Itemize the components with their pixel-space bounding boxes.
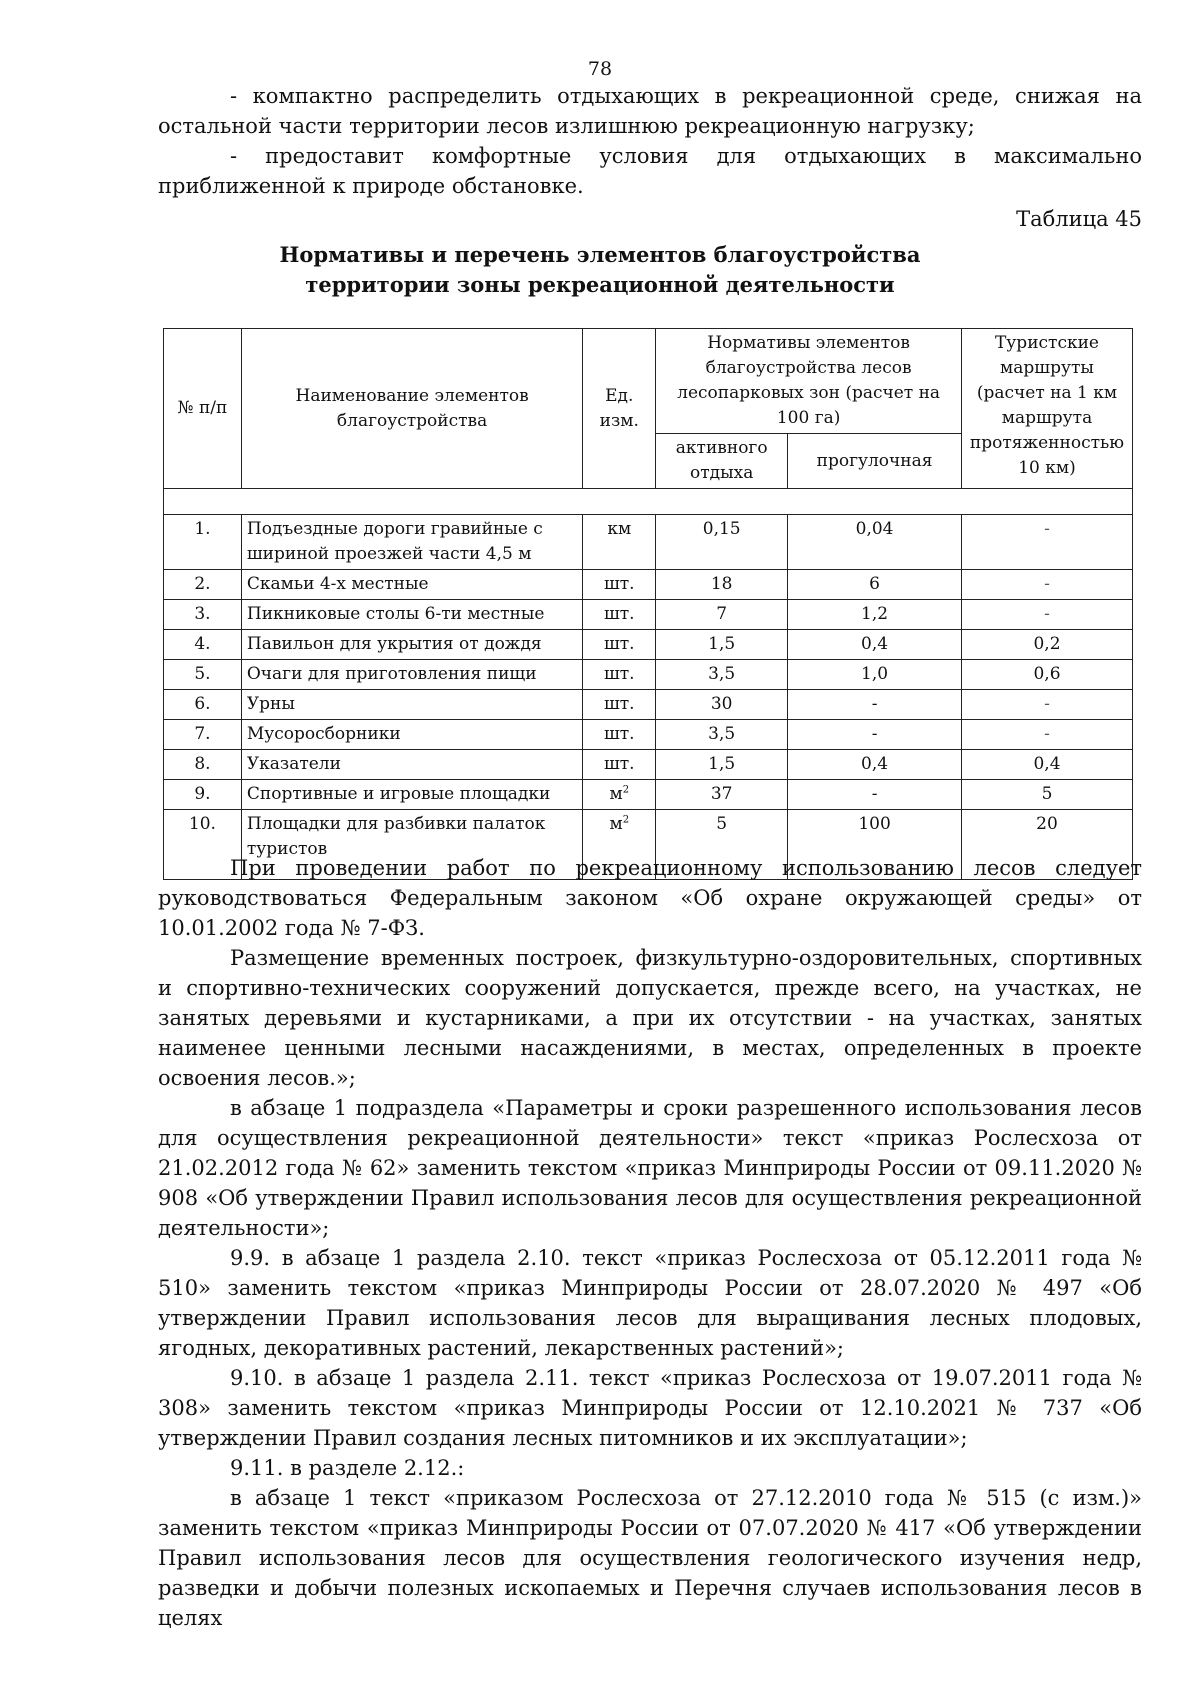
row-active — [656, 750, 788, 780]
row-walk — [788, 570, 962, 600]
row-walk-text: 100 — [858, 814, 891, 834]
row-routes-text: - — [1044, 519, 1050, 539]
norms-table — [163, 328, 1133, 880]
row-routes-text: - — [1044, 574, 1050, 594]
row-active-text: 18 — [710, 574, 733, 594]
row-walk — [788, 690, 962, 720]
table-row — [164, 570, 1133, 600]
row-active-text: 1,5 — [708, 754, 736, 774]
row-routes-text: 20 — [1036, 814, 1058, 834]
row-unit — [583, 570, 656, 600]
paragraph: 9.9. в абзаце 1 раздела 2.10. текст «приказ Рослесхоза от 05.12.2011 года № 510» заменить текстом «приказ Минприроды России от 28.07.2020 № 497 «Об утверждении Правил использования лесов для выращивания лесных плодовых, ягодных, декоративных растений, лекарственных растений»; — [158, 1246, 1142, 1360]
row-active — [656, 780, 788, 810]
row-routes-text: - — [1044, 604, 1050, 624]
row-unit-text: шт. — [603, 574, 635, 594]
row-walk-text: - — [871, 784, 878, 804]
row-walk — [788, 780, 962, 810]
row-unit — [583, 780, 656, 810]
row-unit-text: шт. — [603, 664, 635, 684]
row-walk-text: - — [871, 724, 878, 744]
row-active — [656, 660, 788, 690]
row-num-text: 6. — [194, 694, 211, 714]
paragraph: в абзаце 1 подраздела «Параметры и сроки разрешенного использования лесов для осуществления рекреационной деятельности» текст «приказ Рослесхоза от 21.02.2012 года № 62» заменить текстом «приказ Минприроды России от 09.11.2020 № 908 «Об утверждении Правил использования лесов для осуществления рекреационной деятельности»; — [158, 1096, 1142, 1240]
row-routes — [961, 750, 1132, 780]
row-num-text: 1. — [194, 519, 211, 539]
intro-line: - предоставит комфортные условия для отдыхающих в максимально — [230, 144, 1142, 168]
row-name-text: Очаги для приготовления пищи — [246, 664, 537, 684]
table-title: Нормативы и перечень элементов благоустройства — [279, 242, 921, 267]
row-walk-text: 6 — [869, 574, 880, 594]
row-walk — [788, 600, 962, 630]
row-name-text: Спортивные и игровые площадки — [246, 784, 551, 804]
row-name — [241, 750, 582, 780]
row-unit — [583, 750, 656, 780]
row-unit-text: шт. — [603, 694, 635, 714]
row-active — [656, 600, 788, 630]
row-name-text: Скамьи 4-х местные — [246, 574, 429, 594]
row-unit — [583, 690, 656, 720]
row-active-text: 3,5 — [708, 664, 736, 684]
table-row — [164, 750, 1133, 780]
row-routes — [961, 720, 1132, 750]
row-active-text: 0,15 — [702, 519, 741, 539]
row-num — [164, 750, 242, 780]
intro-line: остальной части территории лесов излишнюю рекреационную нагрузку; — [158, 114, 975, 138]
table-title-line-2: территории зоны рекреационной деятельности — [305, 272, 895, 297]
row-unit — [583, 515, 656, 570]
table-row — [164, 660, 1133, 690]
row-routes — [961, 780, 1132, 810]
row-num — [164, 780, 242, 810]
page-number: 78 — [587, 58, 613, 80]
row-routes-text: - — [1044, 694, 1050, 714]
row-unit-text: км — [607, 519, 632, 539]
row-walk-text: 1,2 — [861, 604, 889, 624]
row-unit — [583, 630, 656, 660]
row-unit — [583, 660, 656, 690]
row-num-text: 7. — [194, 724, 211, 744]
intro-line: приближенной к природе обстановке. — [158, 174, 584, 198]
header-num: № п/п — [164, 329, 242, 489]
row-active-text: 1,5 — [708, 634, 736, 654]
row-unit-text: шт. — [603, 604, 635, 624]
header-unit: Ед. изм. — [583, 329, 656, 489]
row-active-text: 30 — [710, 694, 733, 714]
row-active-text: 3,5 — [708, 724, 736, 744]
paragraph: 9.10. в абзаце 1 раздела 2.11. текст «приказ Рослесхоза от 19.07.2011 года № 308» заменить текстом «приказ Минприроды России от 12.10.2021 № 737 «Об утверждении Правил создания лесных питомников и их эксплуатации»; — [158, 1366, 1142, 1450]
row-active-text: 7 — [716, 604, 728, 624]
row-walk — [788, 720, 962, 750]
row-routes — [961, 600, 1132, 630]
row-name-text: Павильон для укрытия от дождя — [246, 634, 542, 654]
row-name — [241, 660, 582, 690]
row-num-text: 2. — [194, 574, 211, 594]
row-active — [656, 515, 788, 570]
row-num — [164, 630, 242, 660]
row-walk — [788, 750, 962, 780]
row-routes-text: 0,2 — [1033, 634, 1061, 654]
header-name: Наименование элементов благоустройства — [241, 329, 582, 489]
row-routes — [961, 690, 1132, 720]
row-routes-text: 5 — [1041, 784, 1053, 804]
row-active — [656, 630, 788, 660]
unit-superscript: 2 — [622, 814, 630, 826]
row-name — [241, 690, 582, 720]
row-active-text: 5 — [716, 814, 728, 834]
row-num — [164, 690, 242, 720]
body-text — [158, 853, 1142, 1633]
row-routes-text: 0,6 — [1033, 664, 1061, 684]
row-routes-text: - — [1044, 724, 1050, 744]
table-row — [164, 600, 1133, 630]
row-unit-text: шт. — [603, 754, 635, 774]
table-row — [164, 515, 1133, 570]
row-walk-text: 1,0 — [861, 664, 889, 684]
row-name-text: Мусоросборники — [246, 724, 401, 744]
row-routes-text: 0,4 — [1033, 754, 1061, 774]
row-num-text: 5. — [194, 664, 211, 684]
header-routes: Туристские маршруты (расчет на 1 км маршрута протяженностью 10 км) — [961, 329, 1132, 489]
row-name-text: Указатели — [246, 754, 341, 774]
header-norms: Нормативы элементов благоустройства лесов лесопарковых зон (расчет на 100 га) — [656, 329, 962, 434]
row-num — [164, 570, 242, 600]
row-walk-text: 0,04 — [855, 519, 894, 539]
row-name-text: Пикниковые столы 6-ти местные — [246, 604, 545, 624]
row-name — [241, 630, 582, 660]
row-unit-text: шт. — [603, 634, 635, 654]
table-row — [164, 690, 1133, 720]
table-row — [164, 780, 1133, 810]
table-spacer-row — [164, 489, 1133, 515]
row-num-text: 4. — [194, 634, 211, 654]
row-walk — [788, 630, 962, 660]
intro-line: - компактно распределить отдыхающих в рекреационной среде, снижая на — [230, 84, 1142, 108]
row-walk — [788, 660, 962, 690]
row-num-text: 8. — [194, 754, 211, 774]
row-name-text: Подъездные дороги гравийные с шириной проезжей части 4,5 м — [246, 519, 543, 564]
header-walk: прогулочная — [788, 434, 962, 489]
row-walk-text: 0,4 — [861, 634, 889, 654]
row-unit-text: м — [609, 814, 623, 834]
row-name — [241, 570, 582, 600]
row-name — [241, 780, 582, 810]
row-active-text: 37 — [710, 784, 733, 804]
row-num-text: 9. — [194, 784, 211, 804]
row-num — [164, 720, 242, 750]
paragraph: в абзаце 1 текст «приказом Рослесхоза от 27.12.2010 года № 515 (с изм.)» заменить текстом «приказ Минприроды России от 07.07.2020 № 417 «Об утверждении Правил использования лесов для осуществления геологического изучения недр, разведки и добычи полезных ископаемых и Перечня случаев использования лесов в целях — [158, 1486, 1142, 1630]
row-unit — [583, 600, 656, 630]
row-walk-text: 0,4 — [861, 754, 889, 774]
row-walk — [788, 515, 962, 570]
table-row — [164, 630, 1133, 660]
row-name — [241, 515, 582, 570]
table-row — [164, 720, 1133, 750]
row-active — [656, 570, 788, 600]
row-num — [164, 600, 242, 630]
row-name — [241, 720, 582, 750]
row-num-text: 10. — [188, 814, 216, 834]
row-routes — [961, 515, 1132, 570]
row-name-text: Урны — [246, 694, 295, 714]
row-walk-text: - — [871, 694, 878, 714]
row-num-text: 3. — [194, 604, 211, 624]
paragraph: При проведении работ по рекреационному использованию лесов следует руководствоваться Федеральным законом «Об охране окружающей среды» от 10.01.2002 года № 7-ФЗ. — [158, 856, 1142, 940]
row-active — [656, 720, 788, 750]
row-active — [656, 690, 788, 720]
paragraph: 9.11. в разделе 2.12.: — [230, 1456, 465, 1480]
row-unit-text: м — [609, 784, 623, 804]
row-unit — [583, 720, 656, 750]
row-routes — [961, 660, 1132, 690]
table-caption: Таблица 45 — [1016, 207, 1142, 231]
row-num — [164, 515, 242, 570]
row-unit-text: шт. — [603, 724, 635, 744]
paragraph: Размещение временных построек, физкультурно-оздоровительных, спортивных и спортивно-технических сооружений допускается, прежде всего, на участках, не занятых деревьями и кустарниками, а при их отсутствии - на участках, занятых наименее ценными лесными насаждениями, в местах, определенных в проекте освоения лесов.»; — [158, 946, 1142, 1090]
row-name — [241, 600, 582, 630]
row-routes — [961, 630, 1132, 660]
intro-text — [158, 81, 1142, 201]
header-active: активного отдыха — [656, 434, 788, 489]
row-num — [164, 660, 242, 690]
row-name-text: Площадки для разбивки палаток туристов — [246, 814, 546, 859]
unit-superscript: 2 — [622, 784, 630, 796]
row-routes — [961, 570, 1132, 600]
